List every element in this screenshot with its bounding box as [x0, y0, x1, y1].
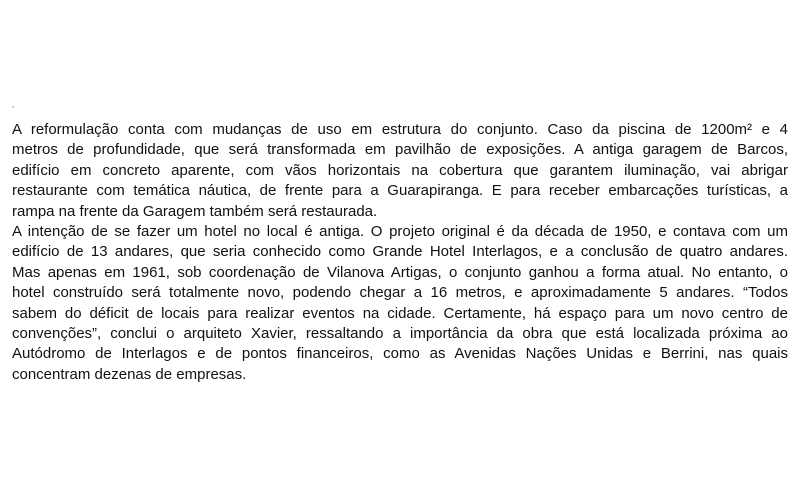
text-line: hotel construído será totalmente novo, podendo chegar a 16 metros, e aproximadamente 5 andares. “Todos: [12, 284, 788, 302]
text-line: A reformulação conta com mudanças de uso em estrutura do conjunto. Caso da piscina de 1200m² e 4: [12, 121, 788, 138]
paragraph-hotel: [12, 222, 788, 385]
text-line: edifício de 13 andares, que seria conhecido como Grande Hotel Interlagos, e a conclusão de quatro andares.: [12, 243, 788, 261]
text-line: A intenção de se fazer um hotel no local é antiga. O projeto original é da década de 1950, e contava com um: [12, 223, 788, 241]
article-body: [12, 120, 788, 385]
text-line: Mas apenas em 1961, sob coordenação de Vilanova Artigas, o conjunto ganhou a forma atual. No entanto, o: [12, 263, 788, 281]
scan-artifact: [12, 106, 14, 108]
text-line: concentram dezenas de empresas.: [12, 365, 247, 383]
text-line: restaurante com temática náutica, de frente para a Guarapiranga. E para receber embarcações turísticas, a: [12, 182, 788, 200]
text-line: Autódromo de Interlagos e de pontos financeiros, como as Avenidas Nações Unidas e Berrini, nas quais: [12, 345, 788, 363]
text-line: sabem do déficit de locais para realizar eventos na cidade. Certamente, há espaço para um novo centro de: [12, 304, 788, 322]
paragraph-renovation: [12, 120, 788, 222]
text-line: convenções”, conclui o arquiteto Xavier, ressaltando a importância da obra que está localizada próxima ao: [12, 325, 788, 343]
text-line: metros de profundidade, que será transformada em pavilhão de exposições. A antiga garagem de Barcos,: [12, 141, 788, 159]
text-line: rampa na frente da Garagem também será restaurada.: [12, 202, 378, 220]
text-line: edifício em concreto aparente, com vãos horizontais na cobertura que garantem iluminação, vai abrigar: [12, 161, 788, 179]
